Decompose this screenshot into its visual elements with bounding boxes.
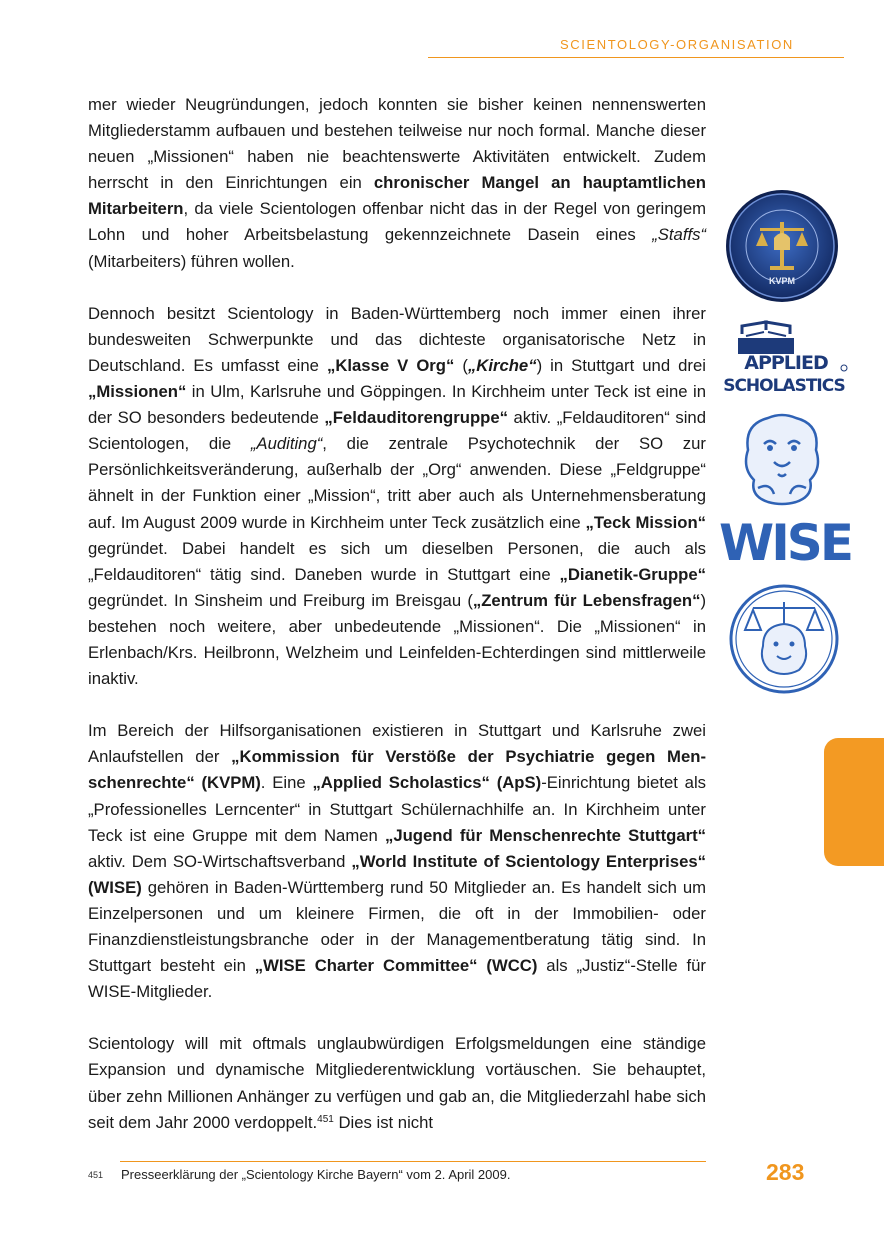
emphasized-text: „Teck Mission“ [585, 512, 706, 532]
text-run: gegründet. Dabei handelt es sich um dieselben Personen, die auch als „Feldauditoren“ tätig sind. Daneben wurde in Stuttgart eine [88, 538, 706, 584]
emphasized-text: „Jugend für Menschenrechte Stuttgart“ [384, 825, 707, 845]
text-run: aktiv. „Feldauditoren“ sind Scientologen, die [88, 408, 706, 454]
applied-line2: SCHOLASTICS [723, 376, 845, 396]
lion-scales-seal-logo [729, 584, 839, 694]
wise-logo-text: WISE [719, 514, 851, 572]
emphasized-text: chronischer Mangel an hauptamtlichen Mitarbeitern [88, 173, 706, 219]
chapter-tab [824, 738, 884, 866]
text-run: , da viele Scientologen offenbar nicht das in der Regel von geringem Lohn und hoher Arbeitsbelastung gekennzeichnete Dasein eines [88, 199, 706, 245]
text-run: aktiv. Dem SO-Wirtschaftsverband [88, 851, 352, 871]
text-run: als „Justiz“-Stelle für WISE-Mitglieder. [88, 956, 706, 1002]
emphasized-text: „WISE Charter Committee“ (WCC) [254, 956, 538, 976]
text-run: „Staffs“ [652, 225, 706, 245]
text-run: Dies ist nicht [333, 1112, 434, 1132]
footnote-text: Presseerklärung der „Scientology Kirche Bayern“ vom 2. April 2009. [121, 1167, 511, 1182]
text-run: (Mitarbeiters) führen wollen. [88, 251, 295, 271]
text-run: gehören in Baden-Württemberg rund 50 Mitglieder an. Es handelt sich um Einzelpersonen und um kleinere Firmen, die oft in der Immobilien- oder Finanzdienstleistungsbranche oder in der Managementberatung tätig sind. In Stuttgart besteht ein [88, 877, 706, 976]
emphasized-text: „Zentrum für Lebensfragen“ [472, 590, 701, 610]
text-run: Scientology will mit oftmals unglaubwürdigen Erfolgsmeldungen eine ständige Expansion und dynamische Mitgliederentwicklung vortäuschen. Sie behauptet, über zehn Millionen Anhänger zu verfügen und gab an, die Mitgliederzahl habe sich seit dem Jahr 2000 verdoppelt. [88, 1034, 706, 1132]
emphasized-text: „Applied Scholastics“ (ApS) [312, 773, 542, 793]
text-run: -Einrichtung bietet als „Professionelles Lerncenter“ in Stuttgart Schülernachhilfe an. In Kirchheim unter Teck ist eine Gruppe mit dem Namen [88, 773, 706, 845]
header-rule [428, 57, 844, 58]
body-text [88, 92, 706, 1162]
kvpm-logo-text: KVPM [768, 276, 796, 286]
emphasized-text: „Feldauditorengruppe“ [324, 408, 508, 428]
text-run: „Auditing“ [250, 434, 323, 454]
emphasized-text: „Missionen“ [88, 382, 187, 402]
emphasized-text: „Kommission für Verstöße der Psychiatrie gegen Menschenrechte“ (KVPM) [88, 747, 706, 793]
emphasized-text: „Kirche“ [467, 355, 537, 375]
text-run: mer wieder Neugründungen, jedoch konnten sie bisher keinen nennenswerten Mitgliederstamm aufbauen und bestehen teilweise nur noch formal. Manche dieser neuen „Missionen“ haben nie beachtenswerte Aktivitäten entwickelt. Zudem herrscht in den Einrichtungen ein [88, 95, 706, 193]
paragraph [88, 1031, 706, 1135]
lion-logo [734, 410, 830, 508]
applied-scholastics-logo [720, 318, 850, 398]
paragraph [88, 301, 706, 692]
emphasized-text: „Dianetik-Gruppe“ [559, 564, 706, 584]
emphasized-text: „Klasse V Org“ [326, 355, 455, 375]
kvpm-logo [724, 188, 840, 304]
running-header: SCIENTOLOGY-ORGANISATION [560, 37, 794, 52]
paragraph [88, 92, 706, 275]
text-run: ) bestehen noch weitere, aber unbedeutende „Missionen“. Die „Missionen“ in Erlenbach/Krs. Heilbronn, Welzheim und Leinfelden-Echterdingen sind mittlerweile inaktiv. [88, 590, 706, 689]
text-run: ( [454, 355, 468, 375]
text-run: . Eine [260, 773, 313, 793]
text-run: Dennoch besitzt Scientology in Baden-Württemberg noch immer einen ihrer bundesweiten Schwerpunkte und das dichteste organisatorische Netz in Deutschland. Es umfasst eine [88, 303, 706, 375]
paragraph [88, 718, 706, 1005]
footnote-reference: 451 [317, 1113, 334, 1125]
footnote-rule [120, 1161, 706, 1162]
text-run: ) in Stuttgart und drei [536, 355, 706, 375]
text-run: , die zentrale Psychotechnik der SO zur Persönlichkeitsveränderung, außerhalb der „Org“ anwenden. Diese „Feldgruppe“ ähnelt in der Funktion einer „Mission“, tritt aber auch als Unternehmensberatung auf. Im August 2009 wurde in Kirchheim unter Teck zusätzlich eine [88, 434, 706, 532]
text-run: Im Bereich der Hilfsorganisationen existieren in Stuttgart und Karlsruhe zwei Anlaufstellen der [88, 721, 706, 767]
applied-line1: APPLIED [744, 352, 828, 374]
footnote-number: 451 [88, 1170, 104, 1180]
page-number: 283 [766, 1159, 805, 1185]
text-run: gegründet. In Sinsheim und Freiburg im Breisgau ( [88, 590, 473, 610]
emphasized-text: „World Institute of Scientology Enterprises“ (WISE) [88, 851, 706, 897]
wise-logo [719, 512, 851, 572]
text-run: in Ulm, Karlsruhe und Göppingen. In Kirchheim unter Teck ist eine in der SO besonders bedeutende [88, 382, 706, 428]
